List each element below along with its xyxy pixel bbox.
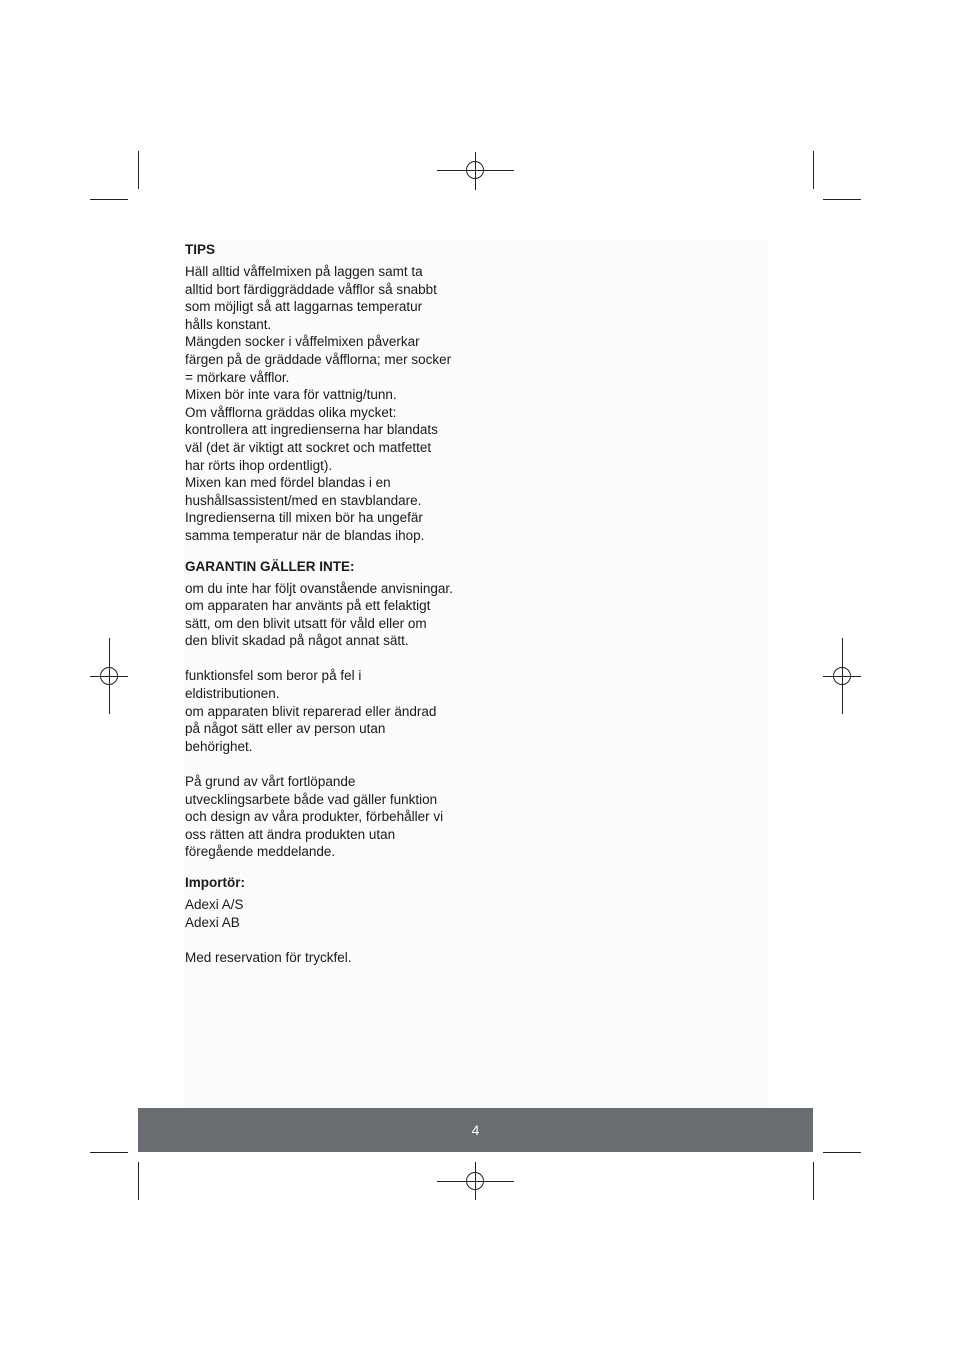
warranty-item-1: om du inte har följt ovanstående anvisningar. om apparaten har använts på ett felaktigt sätt, om den blivit utsatt för våld eller om den blivit skadad på något annat sätt. (185, 580, 453, 649)
warranty-item-2: funktionsfel som beror på fel i eldistributionen. om apparaten blivit reparerad eller ändrad på något sätt eller av person utan behörighet. (185, 668, 437, 754)
crop-mark-bl-h (90, 1152, 128, 1153)
footer-bar (138, 1108, 813, 1152)
crop-mark-br-v (813, 1162, 814, 1200)
warranty-heading: GARANTIN GÄLLER INTE: (185, 558, 355, 574)
crop-mark-tl-v (138, 151, 139, 189)
tips-heading: TIPS (185, 242, 216, 257)
crop-mark-tl-h (90, 199, 128, 200)
tips-body: Häll alltid våffelmixen på laggen samt ta alltid bort färdiggräddade våfflor så snabbt som möjligt så att laggarnas temperatur hålls konstant. Mängden socker i våffelmixen påverkar färgen på de gräddade våfflorna; mer socker = mörkare våfflor. Mixen bör inte vara för vattnig/tunn. Om våfflorna gräddas olika mycket: kontrollera att ingredienserna har blandats väl (det är viktigt att sockret och matfettet har rörts ihop ordentligt). Mixen kan med fördel blandas i en hushållsassistent/med en stavblandare. Ingredienserna till mixen bör ha ungefär samma temperatur när de blandas ihop. (185, 264, 452, 543)
crop-mark-tr-h (823, 199, 861, 200)
warranty-item-3: På grund av vårt fortlöpande utvecklingsarbete både vad gäller funktion och design av våra produkter, förbehåller vi oss rätten att ändra produkten utan föregående meddelande. (185, 774, 444, 860)
importer-heading: Importör: (185, 875, 245, 890)
registration-left-circle (100, 667, 118, 685)
registration-bottom-circle (466, 1172, 484, 1190)
printing-note: Med reservation för tryckfel. (185, 949, 352, 965)
crop-mark-bl-v (138, 1162, 139, 1200)
text-column (185, 241, 475, 966)
importer-names: Adexi A/S Adexi AB (185, 897, 244, 930)
crop-mark-br-h (823, 1152, 861, 1153)
page-number: 4 (471, 1122, 480, 1138)
crop-mark-tr-v (813, 151, 814, 189)
registration-top-circle (466, 161, 484, 179)
registration-right-circle (833, 667, 851, 685)
